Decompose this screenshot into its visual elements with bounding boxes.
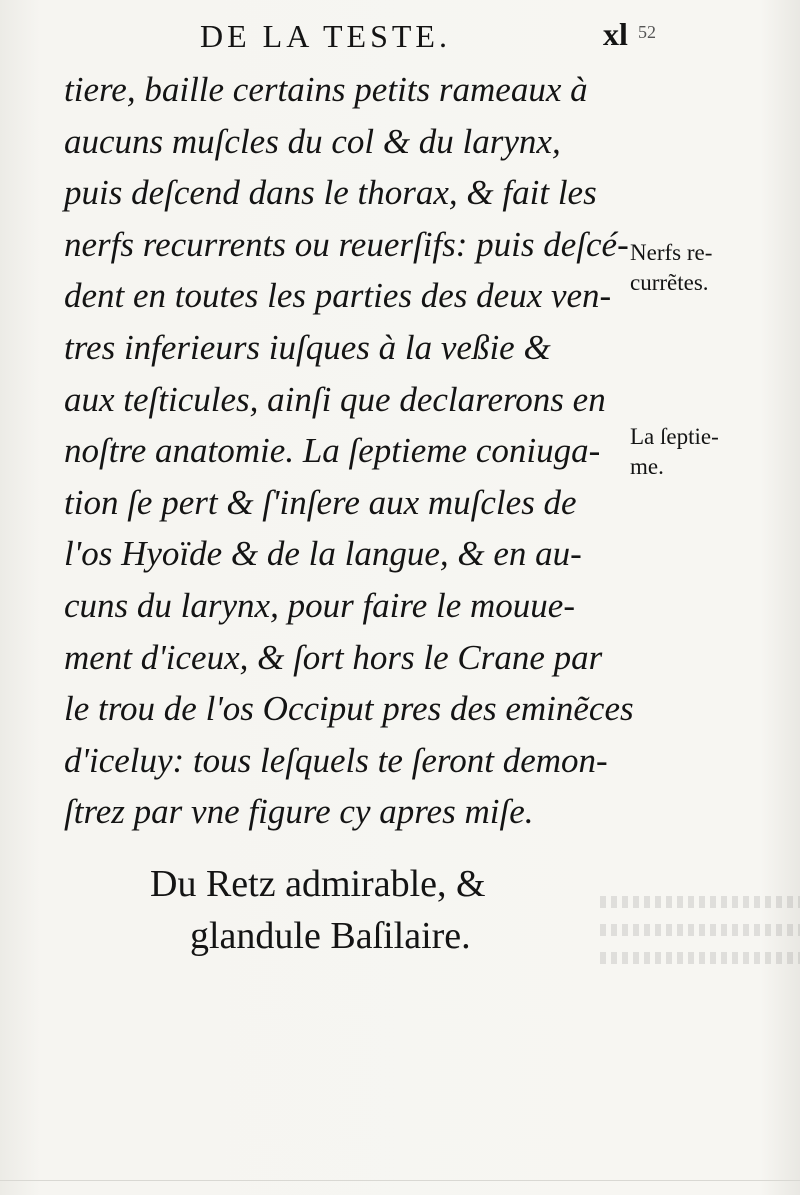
body-line: tiere, baille certains petits rameaux à bbox=[64, 70, 588, 109]
body-line: ment d'iceux, & ſort hors le Crane par bbox=[64, 637, 603, 677]
body-line: aucuns muſcles du col & du larynx, bbox=[64, 121, 561, 161]
margin-note-line: currẽtes. bbox=[630, 270, 709, 295]
margin-note-la-septieme bbox=[630, 422, 800, 482]
body-line: d'iceluy: tous leſquels te ſeront demon- bbox=[64, 740, 608, 780]
margin-note-line: me. bbox=[630, 454, 664, 479]
body-line: noſtre anatomie. La ſeptieme coniuga- bbox=[64, 431, 601, 471]
body-line: nerfs recurrents ou reuerſifs: puis deſcé- bbox=[64, 224, 629, 264]
show-through-ink bbox=[600, 880, 800, 1000]
margin-note-line: La ſeptie- bbox=[630, 424, 719, 449]
body-line: ſtrez par vne figure cy apres miſe. bbox=[64, 792, 534, 832]
section-heading-line: Du Retz admirable, & bbox=[150, 863, 486, 905]
margin-note-nerfs-recurrentes bbox=[630, 238, 800, 298]
body-line: l'os Hyoïde & de la langue, & en au- bbox=[64, 534, 582, 574]
body-line: aux teſticules, ainſi que declarerons en bbox=[64, 379, 606, 419]
page-edge bbox=[0, 1180, 800, 1181]
body-line: tion ſe pert & ſ'inſere aux muſcles de bbox=[64, 482, 577, 522]
body-line: tres inferieurs iuſques à la veßie & bbox=[64, 327, 551, 367]
section-heading bbox=[150, 858, 570, 962]
folio-handwritten-note: 52 bbox=[638, 22, 656, 42]
folio-number: xl bbox=[603, 16, 628, 52]
margin-note-line: Nerfs re- bbox=[630, 240, 713, 265]
body-line: dent en toutes les parties des deux ven- bbox=[64, 276, 612, 316]
section-heading-line: glandule Baſilaire. bbox=[190, 915, 471, 957]
body-line: le trou de l'os Occiput pres des eminẽces bbox=[64, 689, 634, 729]
body-text bbox=[64, 64, 634, 838]
body-line: puis deſcend dans le thorax, & fait les bbox=[64, 173, 597, 213]
running-head: DE LA TESTE. bbox=[200, 18, 451, 54]
body-line: cuns du larynx, pour faire le mouue- bbox=[64, 585, 575, 625]
